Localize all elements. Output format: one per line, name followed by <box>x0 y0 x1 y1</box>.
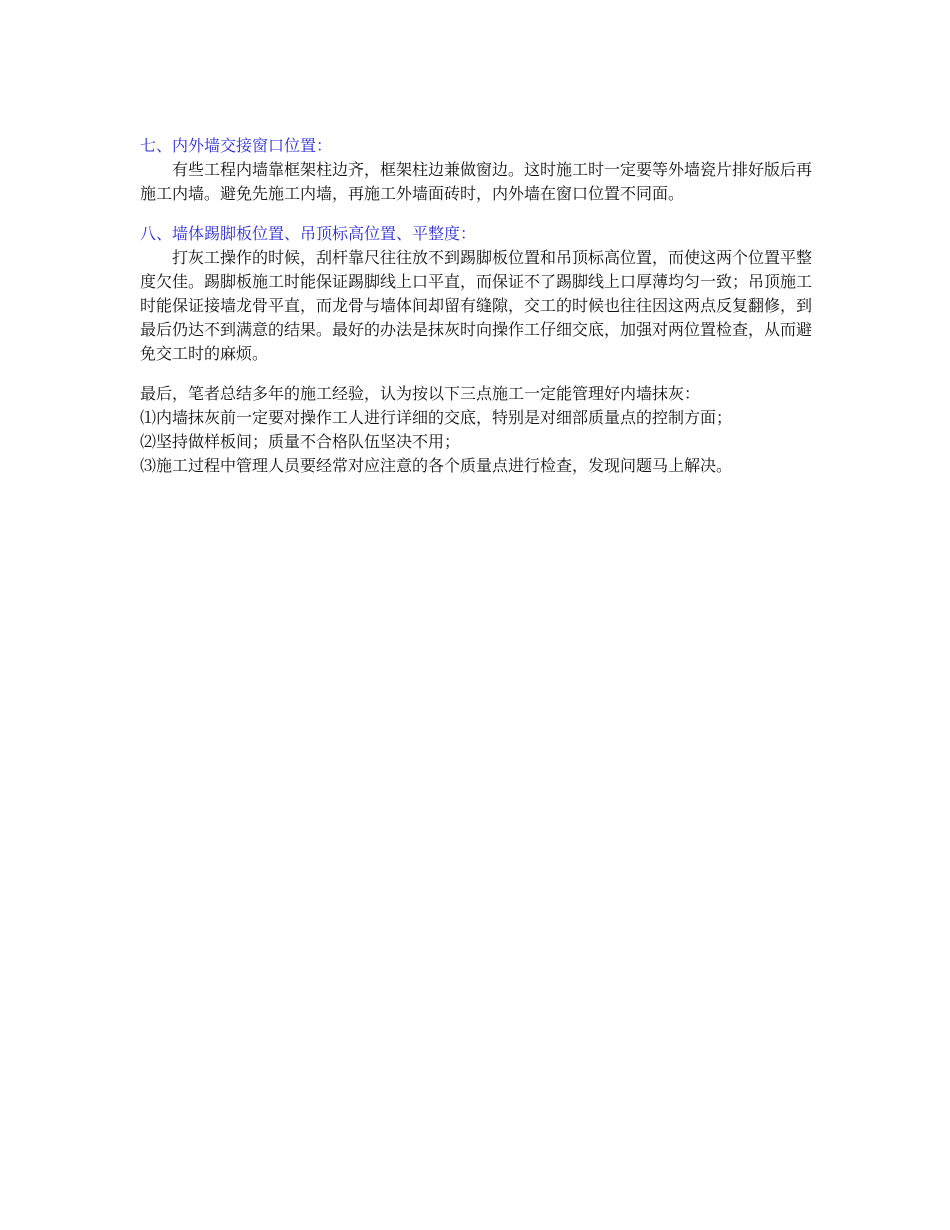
section-heading: 七、内外墙交接窗口位置： <box>140 136 333 155</box>
section-heading: 八、墙体踢脚板位置、吊顶标高位置、平整度： <box>140 224 477 243</box>
section-body: 打灰工操作的时候，刮杆靠尺往往放不到踢脚板位置和吊顶标高位置，而使这两个位置平整度欠佳。踢脚板施工时能保证踢脚线上口平直，而保证不了踢脚线上口厚薄均匀一致；吊顶施工时能保证接墙龙骨平直，而龙骨与墙体间却留有缝隙，交工的时候也往往因这两点反复翻修，到最后仍达不到满意的结果。最好的办法是抹灰时向操作工仔细交底，加强对两位置检查，从而避免交工时的麻烦。 <box>140 248 813 363</box>
list-item: ⑴内墙抹灰前一定要对操作工人进行详细的交底，特别是对细部质量点的控制方面； <box>140 408 733 427</box>
summary-section <box>140 382 812 478</box>
section-body: 有些工程内墙靠框架柱边齐，框架柱边兼做窗边。这时施工时一定要等外墙瓷片排好版后再施工内墙。避免先施工内墙，再施工外墙面砖时，内外墙在窗口位置不同面。 <box>140 160 813 203</box>
list-item: ⑵坚持做样板间；质量不合格队伍坚决不用； <box>140 432 461 451</box>
list-item: ⑶施工过程中管理人员要经常对应注意的各个质量点进行检查，发现问题马上解决。 <box>140 456 733 475</box>
summary-intro: 最后，笔者总结多年的施工经验，认为按以下三点施工一定能管理好内墙抹灰： <box>140 384 701 403</box>
section-skirting-ceiling <box>140 222 812 366</box>
section-window-junction <box>140 134 812 206</box>
document-page <box>140 134 812 478</box>
